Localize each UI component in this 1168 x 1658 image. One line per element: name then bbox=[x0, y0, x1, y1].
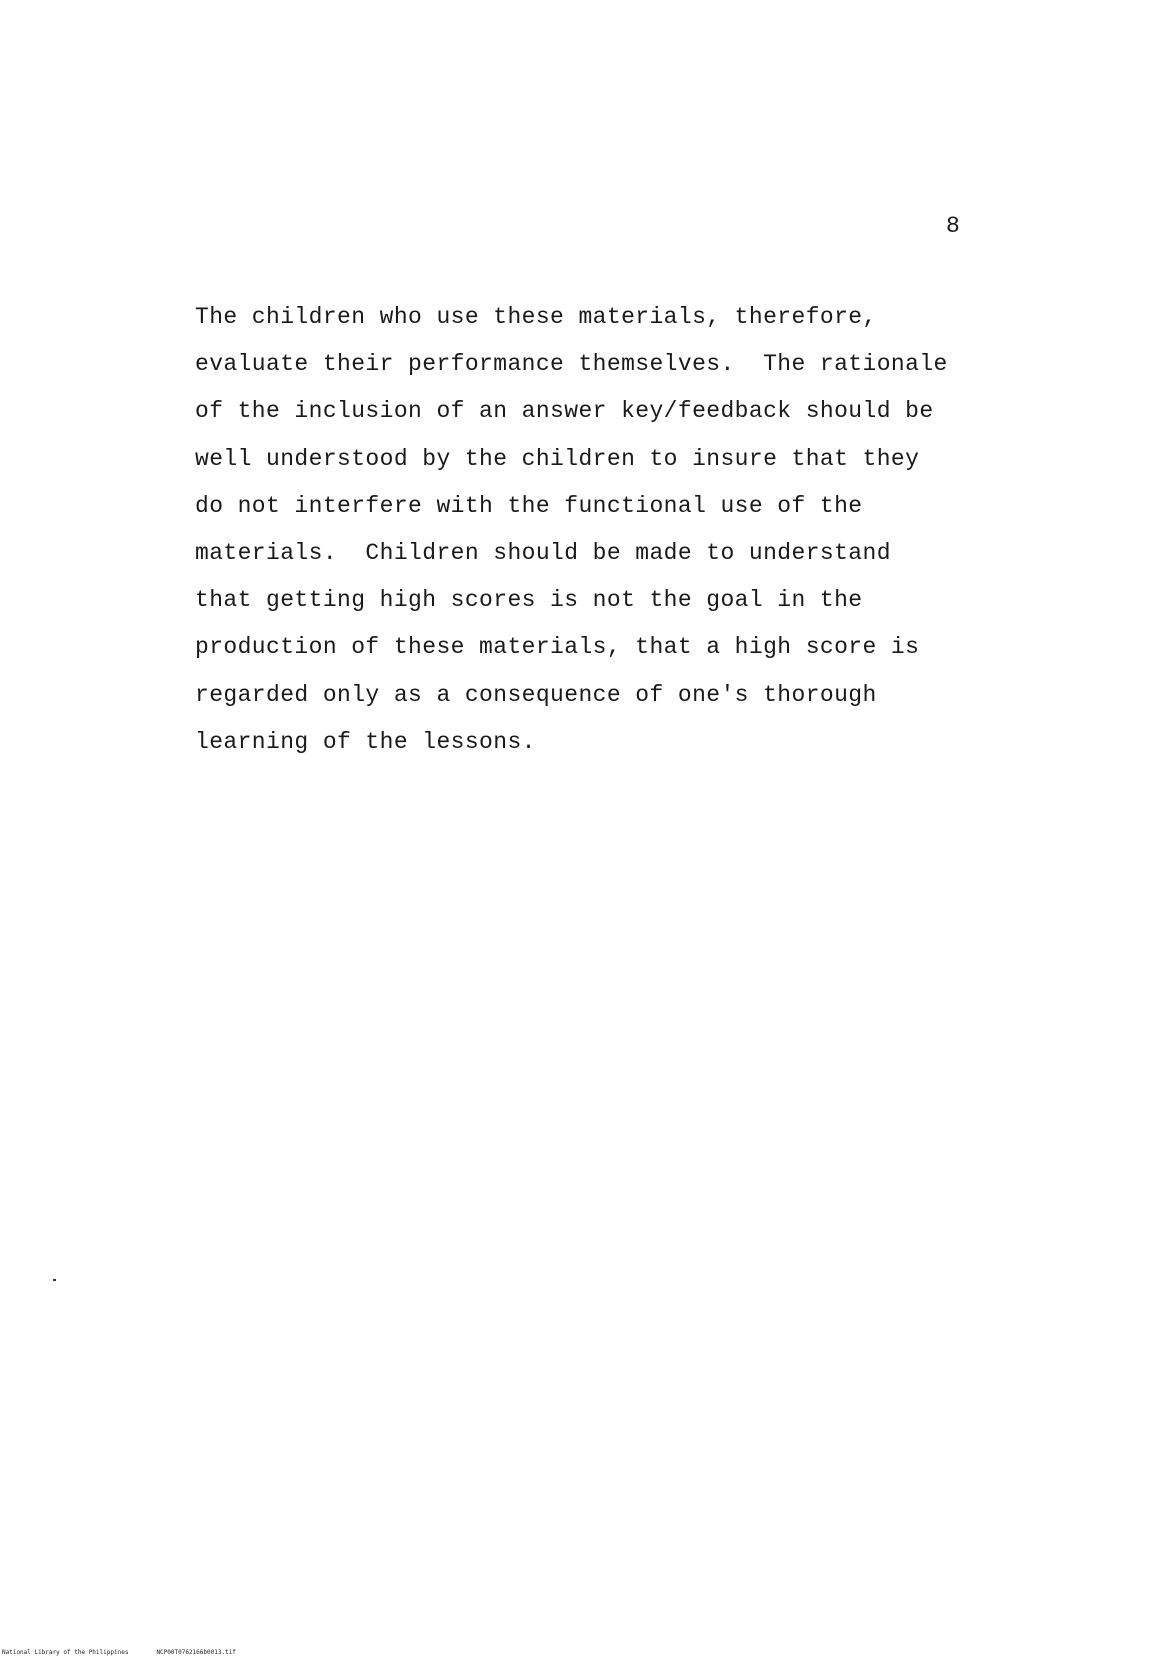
text-line: materials. Children should be made to understand bbox=[195, 540, 891, 567]
text-line: learning of the lessons. bbox=[195, 728, 536, 755]
text-line: that getting high scores is not the goal in the bbox=[195, 587, 863, 614]
text-line: The children who use these materials, therefore, bbox=[195, 304, 877, 330]
text-line: regarded only as a consequence of one's thorough bbox=[195, 681, 877, 708]
text-line: do not interfere with the functional use of the bbox=[195, 492, 863, 519]
scan-speck bbox=[53, 1279, 56, 1281]
footer-library: National Library of the Philippines bbox=[2, 1649, 129, 1656]
footer-file-id: NCP00T0762166b0013.tif bbox=[156, 1649, 236, 1656]
scan-footer bbox=[2, 1649, 264, 1657]
body-paragraph bbox=[195, 294, 995, 766]
page-number: 8 bbox=[946, 213, 960, 239]
text-line: evaluate their performance themselves. The rationale bbox=[195, 351, 948, 378]
text-line: production of these materials, that a high score is bbox=[195, 634, 920, 661]
text-line: well understood by the children to insure that they bbox=[195, 445, 920, 472]
text-line: of the inclusion of an answer key/feedback should be bbox=[195, 398, 934, 425]
